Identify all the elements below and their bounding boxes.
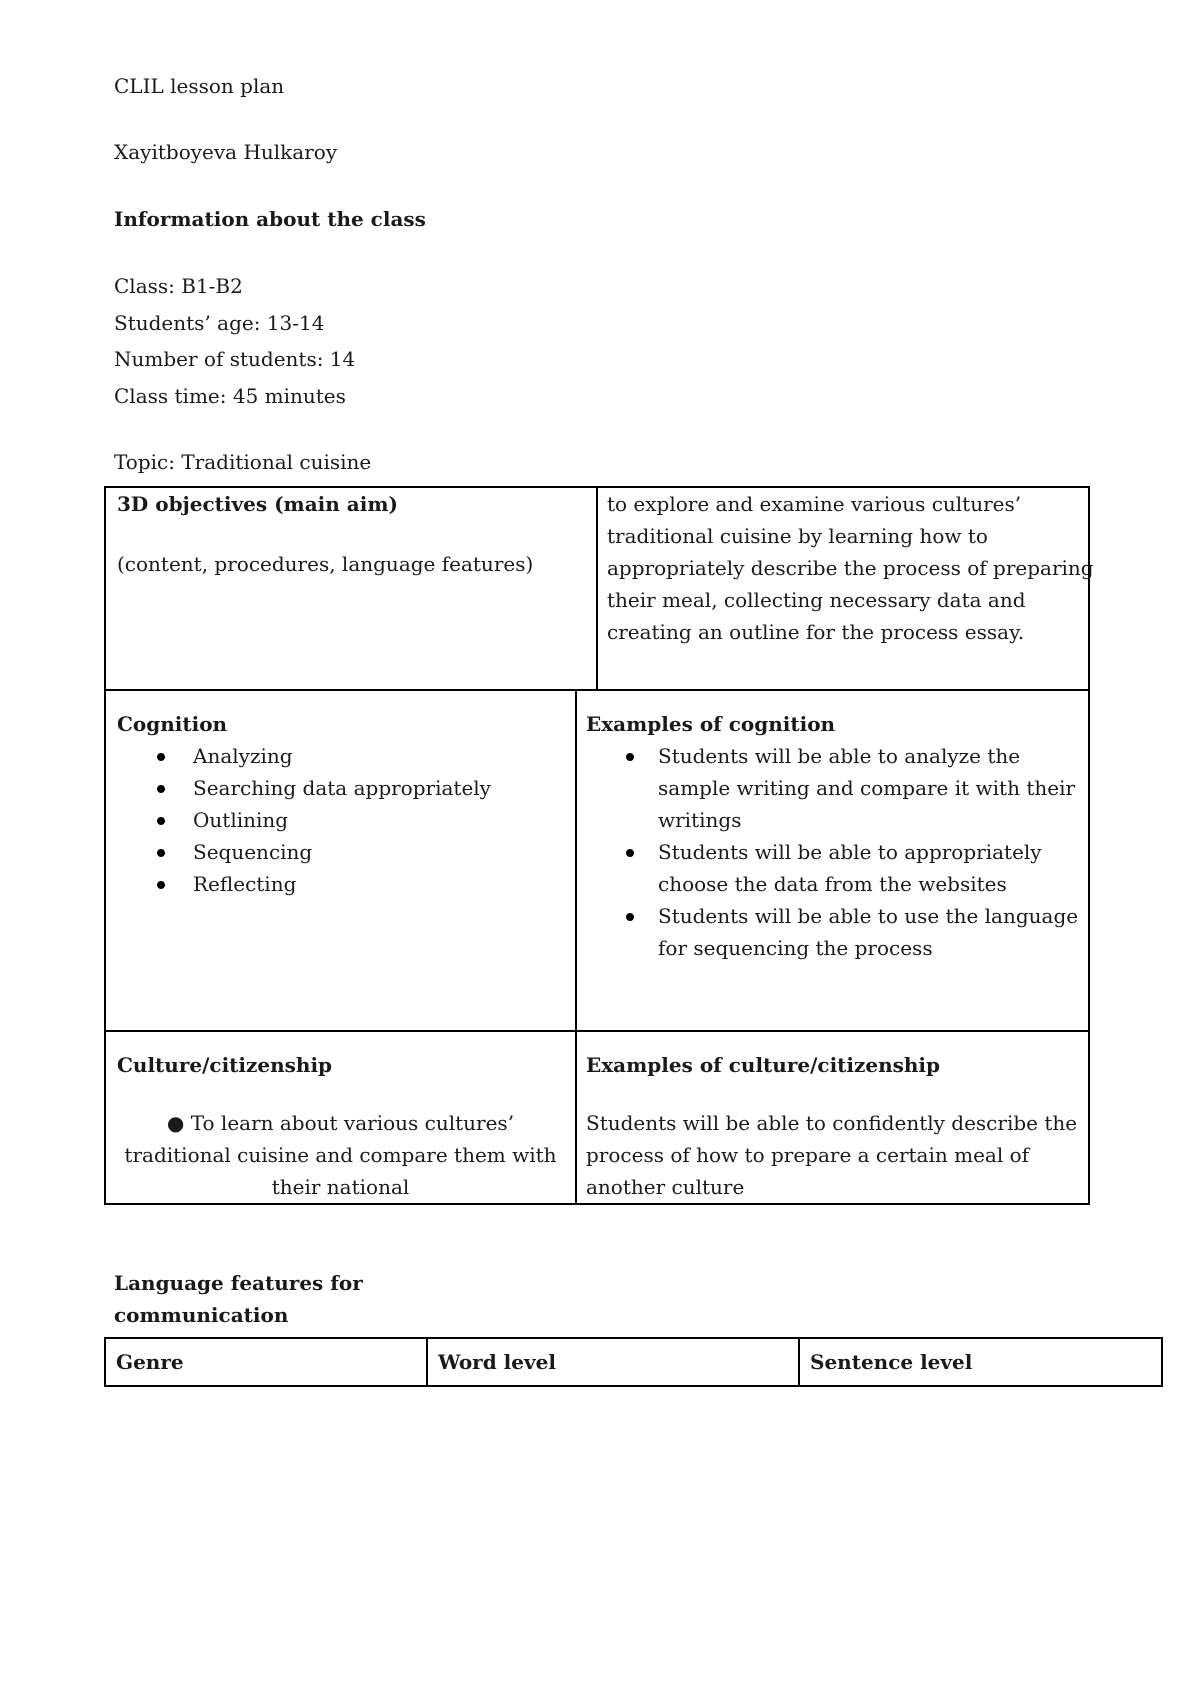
culture-examples-title: Examples of culture/citizenship: [586, 1053, 941, 1077]
lesson-topic: Topic: Traditional cuisine: [114, 450, 372, 474]
culture-title-wrap: [117, 1049, 332, 1081]
aim-line: traditional cuisine by learning how to: [607, 524, 988, 548]
objectives-title: 3D objectives (main aim): [117, 492, 398, 516]
bullet-icon: [157, 753, 165, 761]
language-features-table: [104, 1337, 1163, 1387]
aim-line: creating an outline for the process essay.: [607, 620, 1025, 644]
document-title: CLIL lesson plan: [114, 74, 285, 98]
list-item: Students will be able to analyze the sample writing and compare it with their writings: [586, 740, 1086, 836]
class-time: Class time: 45 minutes: [114, 384, 346, 408]
objectives-subtitle: (content, procedures, language features): [117, 552, 534, 576]
list-item: Students will be able to use the language for sequencing the process: [586, 900, 1086, 964]
culture-line: their national: [271, 1175, 410, 1199]
objectives-cell: [117, 488, 533, 580]
info-heading: Information about the class: [114, 207, 426, 231]
number-of-students: Number of students: 14: [114, 347, 356, 371]
aim-line: to explore and examine various cultures’: [607, 492, 1022, 516]
bullet-icon: [157, 849, 165, 857]
bullet-icon: [626, 753, 634, 761]
cognition-examples-cell: [586, 708, 1086, 964]
bullet-icon: [157, 785, 165, 793]
cognition-list: [117, 740, 567, 900]
culture-title: Culture/citizenship: [117, 1053, 333, 1077]
column-genre: Genre: [116, 1350, 184, 1374]
culture-cell: [106, 1107, 575, 1203]
list-item: Outlining: [117, 804, 567, 836]
column-word-level: Word level: [438, 1350, 556, 1374]
students-age: Students’ age: 13-14: [114, 311, 325, 335]
main-aim-cell: [607, 488, 1094, 648]
culture-line: traditional cuisine and compare them with: [124, 1143, 557, 1167]
language-heading-line-1: Language features for: [114, 1271, 363, 1295]
cognition-examples-list: [586, 740, 1086, 964]
culture-example-line: Students will be able to confidently describe the: [586, 1111, 1078, 1135]
cognition-title: Cognition: [117, 712, 228, 736]
author-name: Xayitboyeva Hulkaroy: [114, 140, 338, 164]
list-item: Students will be able to appropriately choose the data from the websites: [586, 836, 1086, 900]
cognition-cell: [117, 708, 567, 900]
language-heading-line-2: communication: [114, 1303, 289, 1327]
class-level: Class: B1-B2: [114, 274, 243, 298]
bullet-icon: [157, 817, 165, 825]
list-item: Searching data appropriately: [117, 772, 567, 804]
bullet-icon: [157, 881, 165, 889]
culture-examples-cell: [586, 1049, 1077, 1203]
aim-line: appropriately describe the process of preparing: [607, 556, 1094, 580]
culture-line: ● To learn about various cultures’: [166, 1111, 515, 1135]
culture-example-line: process of how to prepare a certain meal of: [586, 1143, 1030, 1167]
bullet-icon: [626, 849, 634, 857]
bullet-icon: [626, 913, 634, 921]
list-item: Analyzing: [117, 740, 567, 772]
culture-example-line: another culture: [586, 1175, 745, 1199]
list-item: Reflecting: [117, 868, 567, 900]
list-item: Sequencing: [117, 836, 567, 868]
aim-line: their meal, collecting necessary data and: [607, 588, 1026, 612]
cognition-examples-title: Examples of cognition: [586, 712, 836, 736]
column-sentence-level: Sentence level: [810, 1350, 973, 1374]
